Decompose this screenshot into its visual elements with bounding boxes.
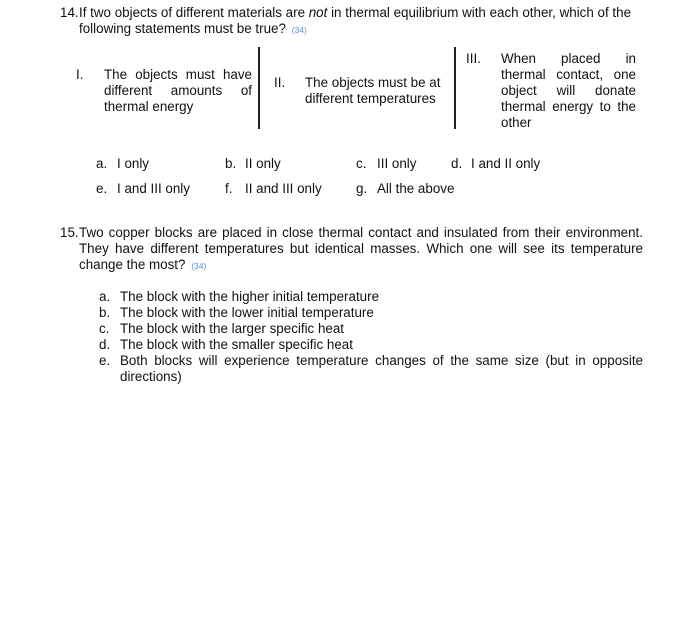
q14-option-c[interactable]: c. III only <box>356 156 417 171</box>
question-14-text-after: in thermal equilibrium with each other, which of the following statements must be true? <box>79 5 632 36</box>
q15-option-c[interactable]: c. The block with the larger specific heat <box>99 321 345 336</box>
statement-2-text: The objects must be at different temperatures <box>305 75 441 106</box>
question-15-number: 15. <box>60 225 79 240</box>
q14-option-b[interactable]: b. II only <box>225 156 281 171</box>
question-14-number: 14. <box>60 5 79 20</box>
q14-option-g[interactable]: g. All the above <box>356 181 455 196</box>
question-15-reference: (34) <box>191 261 207 271</box>
question-14-text-before: If two objects of different materials are <box>79 5 309 20</box>
q15-option-a[interactable]: a. The block with the higher initial temperature <box>99 289 380 304</box>
q15-option-d[interactable]: d. The block with the smaller specific heat <box>99 337 353 352</box>
q14-option-e[interactable]: e. I and III only <box>96 181 190 196</box>
question-14-reference: (34) <box>291 25 307 35</box>
statement-divider-1 <box>258 47 260 129</box>
statement-1-text: The objects must have different amounts of thermal energy <box>104 67 252 114</box>
q15-option-b[interactable]: b. The block with the lower initial temperature <box>99 305 374 320</box>
question-14-stem <box>79 5 654 38</box>
q14-option-a[interactable]: a. I only <box>96 156 150 171</box>
question-15-text: Two copper blocks are placed in close thermal contact and insulated from their environment. They have different temperatures but identical masses. Which one will see its temperature change the most? <box>79 225 643 272</box>
statement-3-numeral: III. <box>466 51 481 66</box>
statement-1-numeral: I. <box>76 67 84 82</box>
q14-option-f[interactable]: f. II and III only <box>225 181 322 196</box>
statement-2-numeral: II. <box>274 75 286 90</box>
statement-divider-2 <box>454 47 456 129</box>
question-15-stem <box>79 225 643 274</box>
statement-3-text: When placed in thermal contact, one object will donate thermal energy to the other <box>501 51 636 130</box>
question-14-emphasis: not <box>308 5 328 20</box>
q15-option-e[interactable]: e. Both blocks will experience temperature changes of the same size (but in opposite directions) <box>99 353 643 384</box>
q14-option-d[interactable]: d. I and II only <box>451 156 541 171</box>
